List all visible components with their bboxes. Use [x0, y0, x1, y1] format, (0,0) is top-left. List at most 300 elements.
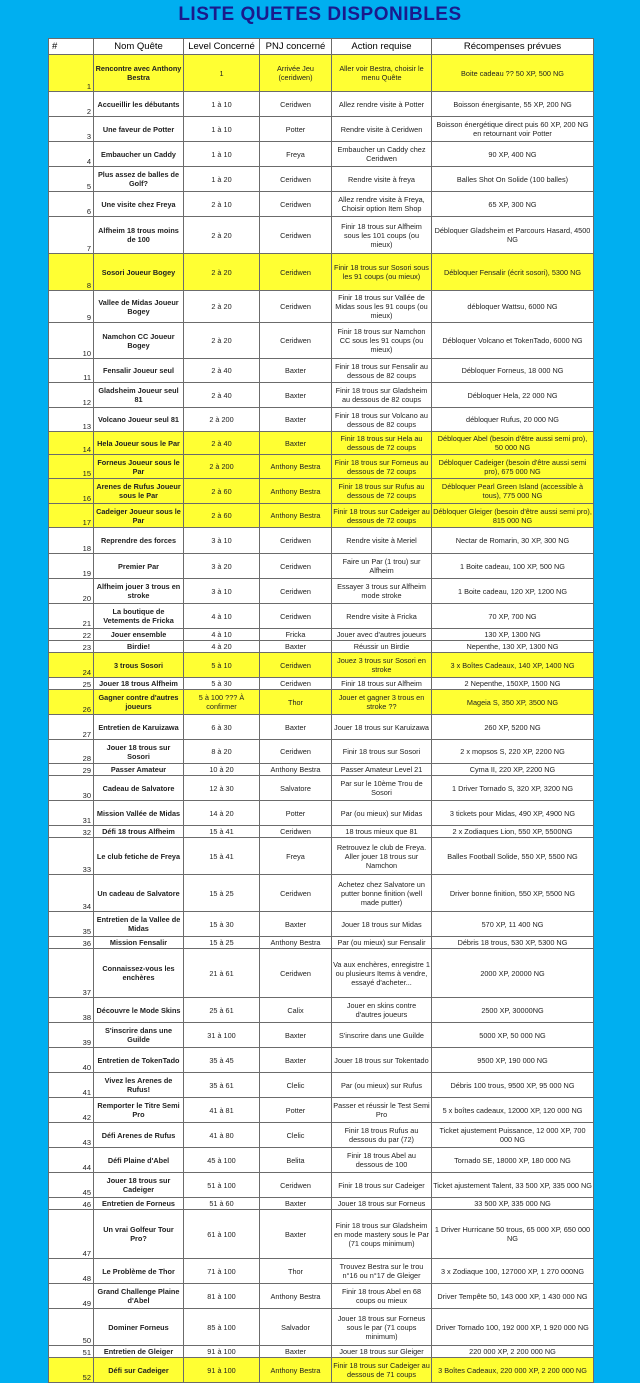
quest-pnj: Ceridwen [260, 1173, 332, 1198]
quest-reward: 2500 XP, 30000NG [432, 998, 594, 1023]
quest-reward: 33 500 XP, 335 000 NG [432, 1198, 594, 1210]
quest-action: Jouer 18 trous sur Tokentado [332, 1048, 432, 1073]
quest-number: 4 [49, 142, 94, 167]
quest-name: Jouer 18 trous sur Sosori [94, 740, 184, 764]
quest-reward: Débloquer Fensalir (écrit sosori), 5300 NG [432, 254, 594, 291]
quest-reward: Ticket ajustement Talent, 33 500 XP, 335 000 NG [432, 1173, 594, 1198]
quest-action: Finir 18 trous sur Cadeiger au dessous de 72 coups [332, 504, 432, 528]
table-row [49, 55, 594, 92]
quest-number: 9 [49, 291, 94, 323]
quest-number: 35 [49, 912, 94, 937]
quest-level: 15 à 25 [184, 937, 260, 949]
quest-action: Allez rendre visite à Potter [332, 92, 432, 117]
header-row [49, 39, 594, 55]
table-row [49, 998, 594, 1023]
quest-reward: 570 XP, 11 400 NG [432, 912, 594, 937]
quest-reward: Driver Tempête 50, 143 000 XP, 1 430 000 NG [432, 1284, 594, 1309]
quest-name: Dominer Forneus [94, 1309, 184, 1346]
quest-action: Par (ou mieux) sur Rufus [332, 1073, 432, 1098]
quest-level: 2 à 40 [184, 359, 260, 383]
quest-number: 21 [49, 604, 94, 629]
quest-action: Finir 18 trous sur Volcano au dessous de 82 coups [332, 408, 432, 432]
quest-number: 24 [49, 653, 94, 678]
table-row [49, 937, 594, 949]
quest-action: 18 trous mieux que 81 [332, 826, 432, 838]
table-row [49, 383, 594, 408]
table-row [49, 1148, 594, 1173]
quest-reward: Débloquer Hela, 22 000 NG [432, 383, 594, 408]
quest-name: Arenes de Rufus Joueur sous le Par [94, 479, 184, 504]
quest-number: 32 [49, 826, 94, 838]
quest-action: Finir 18 trous sur Forneus au dessous de 72 coups [332, 455, 432, 479]
quest-number: 1 [49, 55, 94, 92]
quest-pnj: Baxter [260, 641, 332, 653]
table-row [49, 1210, 594, 1259]
table-row [49, 604, 594, 629]
quest-reward: Balles Shot On Solide (100 balles) [432, 167, 594, 192]
quest-action: Aller voir Bestra, choisir le menu Quête [332, 55, 432, 92]
quest-number: 43 [49, 1123, 94, 1148]
quest-action: Rendre visite à Fricka [332, 604, 432, 629]
quest-reward: 1 Driver Hurricane 50 trous, 65 000 XP, 650 000 NG [432, 1210, 594, 1259]
quest-name: Grand Challenge Plaine d'Abel [94, 1284, 184, 1309]
quest-pnj: Ceridwen [260, 949, 332, 998]
quest-reward: Driver bonne finition, 550 XP, 5500 NG [432, 875, 594, 912]
quest-action: Rendre visite à Ceridwen [332, 117, 432, 142]
quest-reward: Débris 18 trous, 530 XP, 5300 NG [432, 937, 594, 949]
quest-number: 34 [49, 875, 94, 912]
quest-level: 3 à 10 [184, 579, 260, 604]
quest-reward: Boisson énergisante, 55 XP, 200 NG [432, 92, 594, 117]
quest-table [48, 38, 594, 1383]
quest-reward: Cyma II, 220 XP, 2200 NG [432, 764, 594, 776]
table-row [49, 528, 594, 554]
quest-pnj: Ceridwen [260, 167, 332, 192]
quest-name: Jouer ensemble [94, 629, 184, 641]
quest-name: Jouer 18 trous Alfheim [94, 678, 184, 690]
quest-reward: 130 XP, 1300 NG [432, 629, 594, 641]
quest-pnj: Ceridwen [260, 554, 332, 579]
quest-action: S'inscrire dans une Guilde [332, 1023, 432, 1048]
table-row [49, 1048, 594, 1073]
quest-action: Finir 18 trous sur Cadeiger [332, 1173, 432, 1198]
quest-name: Découvre le Mode Skins [94, 998, 184, 1023]
quest-level: 15 à 41 [184, 838, 260, 875]
quest-action: Trouvez Bestra sur le trou n°16 ou n°17 de Gleiger [332, 1259, 432, 1284]
quest-number: 14 [49, 432, 94, 455]
quest-reward: Débloquer Gladsheim et Parcours Hasard, 4500 NG [432, 217, 594, 254]
quest-pnj: Clelic [260, 1123, 332, 1148]
quest-name: Gagner contre d'autres joueurs [94, 690, 184, 715]
quest-level: 41 à 81 [184, 1098, 260, 1123]
quest-action: Jouer en skins contre d'autres joueurs [332, 998, 432, 1023]
table-row [49, 912, 594, 937]
quest-number: 19 [49, 554, 94, 579]
table-row [49, 291, 594, 323]
quest-action: Jouer 18 trous sur Forneus sous le par (71 coups minimum) [332, 1309, 432, 1346]
header-level: Level Concerné [184, 39, 260, 55]
quest-level: 51 à 100 [184, 1173, 260, 1198]
quest-name: Le Problème de Thor [94, 1259, 184, 1284]
quest-action: Jouez 3 trous sur Sosori en stroke [332, 653, 432, 678]
quest-action: Jouer et gagner 3 trous en stroke ?? [332, 690, 432, 715]
table-row [49, 690, 594, 715]
quest-reward: Nepenthe, 130 XP, 1300 NG [432, 641, 594, 653]
quest-reward: Ticket ajustement Puissance, 12 000 XP, 700 000 NG [432, 1123, 594, 1148]
quest-action: Retrouvez le club de Freya. Aller jouer 18 trous sur Namchon [332, 838, 432, 875]
quest-level: 2 à 20 [184, 323, 260, 359]
quest-pnj: Salvador [260, 1309, 332, 1346]
quest-action: Par sur le 10ème Trou de Sosori [332, 776, 432, 801]
quest-name: Sosori Joueur Bogey [94, 254, 184, 291]
quest-number: 29 [49, 764, 94, 776]
quest-action: Finir 18 trous Rufus au dessous du par (72) [332, 1123, 432, 1148]
quest-pnj: Ceridwen [260, 291, 332, 323]
table-row [49, 678, 594, 690]
quest-action: Passer Amateur Level 21 [332, 764, 432, 776]
quest-level: 2 à 200 [184, 455, 260, 479]
quest-action: Jouer avec d'autres joueurs [332, 629, 432, 641]
quest-reward: 220 000 XP, 2 200 000 NG [432, 1346, 594, 1358]
quest-action: Jouer 18 trous sur Forneus [332, 1198, 432, 1210]
quest-pnj: Baxter [260, 359, 332, 383]
quest-name: S'inscrire dans une Guilde [94, 1023, 184, 1048]
quest-level: 14 à 20 [184, 801, 260, 826]
quest-reward: Tornado SE, 18000 XP, 180 000 NG [432, 1148, 594, 1173]
quest-number: 40 [49, 1048, 94, 1073]
header-name: Nom Quête [94, 39, 184, 55]
quest-level: 71 à 100 [184, 1259, 260, 1284]
quest-level: 21 à 61 [184, 949, 260, 998]
quest-pnj: Thor [260, 1259, 332, 1284]
quest-pnj: Potter [260, 801, 332, 826]
table-row [49, 579, 594, 604]
table-row [49, 504, 594, 528]
quest-pnj: Ceridwen [260, 678, 332, 690]
quest-number: 12 [49, 383, 94, 408]
quest-action: Finir 18 trous sur Cadeiger au dessous de 71 coups [332, 1358, 432, 1383]
table-row [49, 1284, 594, 1309]
table-row [49, 1198, 594, 1210]
quest-name: Remporter le Titre Semi Pro [94, 1098, 184, 1123]
quest-name: Vallee de Midas Joueur Bogey [94, 291, 184, 323]
quest-reward: 3 tickets pour Midas, 490 XP, 4900 NG [432, 801, 594, 826]
quest-reward: Débloquer Forneus, 18 000 NG [432, 359, 594, 383]
table-row [49, 479, 594, 504]
quest-number: 6 [49, 192, 94, 217]
table-row [49, 875, 594, 912]
quest-reward: 2000 XP, 20000 NG [432, 949, 594, 998]
table-row [49, 92, 594, 117]
quest-pnj: Clelic [260, 1073, 332, 1098]
quest-name: Plus assez de balles de Golf? [94, 167, 184, 192]
table-row [49, 1358, 594, 1383]
table-row [49, 826, 594, 838]
quest-number: 11 [49, 359, 94, 383]
quest-level: 2 à 20 [184, 254, 260, 291]
quest-level: 2 à 200 [184, 408, 260, 432]
quest-pnj: Anthony Bestra [260, 937, 332, 949]
quest-level: 91 à 100 [184, 1358, 260, 1383]
quest-number: 48 [49, 1259, 94, 1284]
quest-level: 31 à 100 [184, 1023, 260, 1048]
quest-level: 8 à 20 [184, 740, 260, 764]
quest-number: 27 [49, 715, 94, 740]
quest-level: 91 à 100 [184, 1346, 260, 1358]
table-row [49, 838, 594, 875]
quest-number: 46 [49, 1198, 94, 1210]
quest-pnj: Ceridwen [260, 579, 332, 604]
quest-level: 15 à 25 [184, 875, 260, 912]
quest-reward: Boite cadeau ?? 50 XP, 500 NG [432, 55, 594, 92]
table-row [49, 629, 594, 641]
quest-reward: Débloquer Cadeiger (besoin d'être aussi semi pro), 675 000 NG [432, 455, 594, 479]
quest-reward: 9500 XP, 190 000 NG [432, 1048, 594, 1073]
page-title: LISTE QUETES DISPONIBLES [178, 4, 462, 25]
table-row [49, 1173, 594, 1198]
quest-name: Passer Amateur [94, 764, 184, 776]
quest-level: 15 à 30 [184, 912, 260, 937]
quest-name: La boutique de Vetements de Fricka [94, 604, 184, 629]
quest-pnj: Calix [260, 998, 332, 1023]
quest-name: Entretien de Forneus [94, 1198, 184, 1210]
quest-pnj: Ceridwen [260, 254, 332, 291]
quest-name: Namchon CC Joueur Bogey [94, 323, 184, 359]
quest-reward: 2 x Zodiaques Lion, 550 XP, 5500NG [432, 826, 594, 838]
quest-number: 15 [49, 455, 94, 479]
quest-pnj: Fricka [260, 629, 332, 641]
quest-name: Défi 18 trous Alfheim [94, 826, 184, 838]
table-row [49, 455, 594, 479]
table-row [49, 1073, 594, 1098]
header-action: Action requise [332, 39, 432, 55]
quest-action: Réussir un Birdie [332, 641, 432, 653]
quest-number: 13 [49, 408, 94, 432]
quest-number: 44 [49, 1148, 94, 1173]
quest-level: 6 à 30 [184, 715, 260, 740]
table-row [49, 653, 594, 678]
quest-name: Accueillir les débutants [94, 92, 184, 117]
quest-action: Finir 18 trous sur Hela au dessous de 72 coups [332, 432, 432, 455]
quest-action: Achetez chez Salvatore un putter bonne finition (well made putter) [332, 875, 432, 912]
quest-pnj: Baxter [260, 1023, 332, 1048]
quest-action: Finir 18 trous sur Sosori sous les 91 coups (ou mieux) [332, 254, 432, 291]
quest-level: 35 à 61 [184, 1073, 260, 1098]
quest-number: 30 [49, 776, 94, 801]
quest-level: 2 à 10 [184, 192, 260, 217]
quest-action: Rendre visite à Meriel [332, 528, 432, 554]
quest-name: Rencontre avec Anthony Bestra [94, 55, 184, 92]
quest-name: Entretien de Karuizawa [94, 715, 184, 740]
header-num: # [49, 39, 94, 55]
quest-pnj: Baxter [260, 1048, 332, 1073]
quest-action: Finir 18 trous Abel au dessous de 100 [332, 1148, 432, 1173]
quest-name: Alfheim jouer 3 trous en stroke [94, 579, 184, 604]
quest-name: Connaissez-vous les enchères [94, 949, 184, 998]
quest-level: 35 à 45 [184, 1048, 260, 1073]
table-row [49, 641, 594, 653]
quest-number: 16 [49, 479, 94, 504]
quest-action: Passer et réussir le Test Semi Pro [332, 1098, 432, 1123]
quest-reward: 260 XP, 5200 NG [432, 715, 594, 740]
quest-pnj: Baxter [260, 408, 332, 432]
quest-action: Finir 18 trous sur Fensalir au dessous de 82 coups [332, 359, 432, 383]
quest-level: 3 à 20 [184, 554, 260, 579]
quest-level: 12 à 30 [184, 776, 260, 801]
quest-reward: 3 Boîtes Cadeaux, 220 000 XP, 2 200 000 NG [432, 1358, 594, 1383]
quest-name: Fensalir Joueur seul [94, 359, 184, 383]
table-row [49, 359, 594, 383]
quest-name: Défi Plaine d'Abel [94, 1148, 184, 1173]
quest-reward: 1 Driver Tornado S, 320 XP, 3200 NG [432, 776, 594, 801]
quest-reward: débloquer Wattsu, 6000 NG [432, 291, 594, 323]
quest-name: Une visite chez Freya [94, 192, 184, 217]
quest-action: Finir 18 trous sur Gladsheim au dessous de 82 coups [332, 383, 432, 408]
quest-pnj: Freya [260, 142, 332, 167]
quest-action: Va aux enchères, enregistre 1 ou plusieurs Items à vendre, essayé d'acheter... [332, 949, 432, 998]
quest-pnj: Potter [260, 1098, 332, 1123]
quest-name: Entretien de la Vallee de Midas [94, 912, 184, 937]
quest-pnj: Baxter [260, 432, 332, 455]
quest-number: 10 [49, 323, 94, 359]
quest-number: 49 [49, 1284, 94, 1309]
quest-reward: 5 x boîtes cadeaux, 12000 XP, 120 000 NG [432, 1098, 594, 1123]
quest-number: 52 [49, 1358, 94, 1383]
quest-action: Jouer 18 trous sur Gleiger [332, 1346, 432, 1358]
quest-level: 1 [184, 55, 260, 92]
quest-level: 5 à 30 [184, 678, 260, 690]
table-row [49, 715, 594, 740]
quest-reward: 1 Boite cadeau, 100 XP, 500 NG [432, 554, 594, 579]
quest-number: 8 [49, 254, 94, 291]
quest-pnj: Baxter [260, 912, 332, 937]
quest-reward: 3 x Boîtes Cadeaux, 140 XP, 1400 NG [432, 653, 594, 678]
quest-reward: 2 x mopsos S, 220 XP, 2200 NG [432, 740, 594, 764]
quest-action: Finir 18 trous sur Gladsheim en mode mastery sous le Par (71 coups minimum) [332, 1210, 432, 1259]
quest-reward: Balles Football Solide, 550 XP, 5500 NG [432, 838, 594, 875]
quest-number: 25 [49, 678, 94, 690]
table-row [49, 117, 594, 142]
quest-name: Premier Par [94, 554, 184, 579]
quest-level: 15 à 41 [184, 826, 260, 838]
table-row [49, 776, 594, 801]
quest-name: Mission Fensalir [94, 937, 184, 949]
quest-number: 5 [49, 167, 94, 192]
quest-reward: Débris 100 trous, 9500 XP, 95 000 NG [432, 1073, 594, 1098]
quest-number: 31 [49, 801, 94, 826]
quest-reward: Débloquer Abel (besoin d'être aussi semi pro), 50 000 NG [432, 432, 594, 455]
table-row [49, 192, 594, 217]
quest-pnj: Baxter [260, 1198, 332, 1210]
quest-pnj: Ceridwen [260, 740, 332, 764]
quest-name: Forneus Joueur sous le Par [94, 455, 184, 479]
quest-name: Embaucher un Caddy [94, 142, 184, 167]
quest-level: 1 à 20 [184, 167, 260, 192]
quest-level: 51 à 60 [184, 1198, 260, 1210]
quest-name: Mission Vallée de Midas [94, 801, 184, 826]
quest-level: 4 à 10 [184, 604, 260, 629]
quest-name: Le club fetiche de Freya [94, 838, 184, 875]
table-row [49, 801, 594, 826]
quest-level: 81 à 100 [184, 1284, 260, 1309]
table-row [49, 1309, 594, 1346]
quest-pnj: Salvatore [260, 776, 332, 801]
quest-table-body [49, 55, 594, 1383]
quest-pnj: Ceridwen [260, 217, 332, 254]
quest-name: Gladsheim Joueur seul 81 [94, 383, 184, 408]
quest-name: Birdie! [94, 641, 184, 653]
quest-action: Jouer 18 trous sur Midas [332, 912, 432, 937]
quest-pnj: Belita [260, 1148, 332, 1173]
quest-pnj: Ceridwen [260, 92, 332, 117]
table-row [49, 217, 594, 254]
quest-reward: 70 XP, 700 NG [432, 604, 594, 629]
quest-action: Embaucher un Caddy chez Ceridwen [332, 142, 432, 167]
quest-reward: 2 Nepenthe, 150XP, 1500 NG [432, 678, 594, 690]
quest-action: Allez rendre visite à Freya, Choisir option Item Shop [332, 192, 432, 217]
quest-number: 17 [49, 504, 94, 528]
quest-pnj: Ceridwen [260, 875, 332, 912]
quest-level: 1 à 10 [184, 92, 260, 117]
quest-reward: Débloquer Gleiger (besoin d'être aussi semi pro), 815 000 NG [432, 504, 594, 528]
quest-number: 7 [49, 217, 94, 254]
quest-reward: 3 x Zodiaque 100, 127000 XP, 1 270 000NG [432, 1259, 594, 1284]
quest-pnj: Anthony Bestra [260, 479, 332, 504]
quest-action: Par (ou mieux) sur Midas [332, 801, 432, 826]
quest-level: 4 à 10 [184, 629, 260, 641]
quest-level: 5 à 100 ??? À confirmer [184, 690, 260, 715]
quest-number: 45 [49, 1173, 94, 1198]
quest-name: Un vrai Golfeur Tour Pro? [94, 1210, 184, 1259]
quest-reward: 5000 XP, 50 000 NG [432, 1023, 594, 1048]
quest-name: Vivez les Arenes de Rufus! [94, 1073, 184, 1098]
quest-reward: 65 XP, 300 NG [432, 192, 594, 217]
quest-number: 26 [49, 690, 94, 715]
quest-level: 2 à 20 [184, 217, 260, 254]
quest-pnj: Baxter [260, 1346, 332, 1358]
quest-number: 41 [49, 1073, 94, 1098]
quest-pnj: Ceridwen [260, 323, 332, 359]
quest-number: 3 [49, 117, 94, 142]
quest-name: Un cadeau de Salvatore [94, 875, 184, 912]
quest-name: 3 trous Sosori [94, 653, 184, 678]
quest-pnj: Ceridwen [260, 653, 332, 678]
table-row [49, 554, 594, 579]
quest-name: Entretien de TokenTado [94, 1048, 184, 1073]
quest-action: Finir 18 trous sur Namchon CC sous les 91 coups (ou mieux) [332, 323, 432, 359]
quest-reward: Débloquer Volcano et TokenTado, 6000 NG [432, 323, 594, 359]
quest-number: 38 [49, 998, 94, 1023]
quest-action: Finir 18 trous sur Vallée de Midas sous les 91 coups (ou mieux) [332, 291, 432, 323]
quest-pnj: Thor [260, 690, 332, 715]
table-row [49, 254, 594, 291]
quest-pnj: Arrivée Jeu (ceridwen) [260, 55, 332, 92]
quest-reward: débloquer Rufus, 20 000 NG [432, 408, 594, 432]
quest-name: Une faveur de Potter [94, 117, 184, 142]
quest-action: Rendre visite à freya [332, 167, 432, 192]
quest-number: 47 [49, 1210, 94, 1259]
quest-pnj: Anthony Bestra [260, 1358, 332, 1383]
quest-name: Reprendre des forces [94, 528, 184, 554]
quest-reward: 1 Boite cadeau, 120 XP, 1200 NG [432, 579, 594, 604]
quest-pnj: Anthony Bestra [260, 504, 332, 528]
quest-level: 1 à 10 [184, 117, 260, 142]
table-row [49, 408, 594, 432]
quest-level: 4 à 20 [184, 641, 260, 653]
table-row [49, 323, 594, 359]
quest-level: 1 à 10 [184, 142, 260, 167]
quest-pnj: Ceridwen [260, 192, 332, 217]
